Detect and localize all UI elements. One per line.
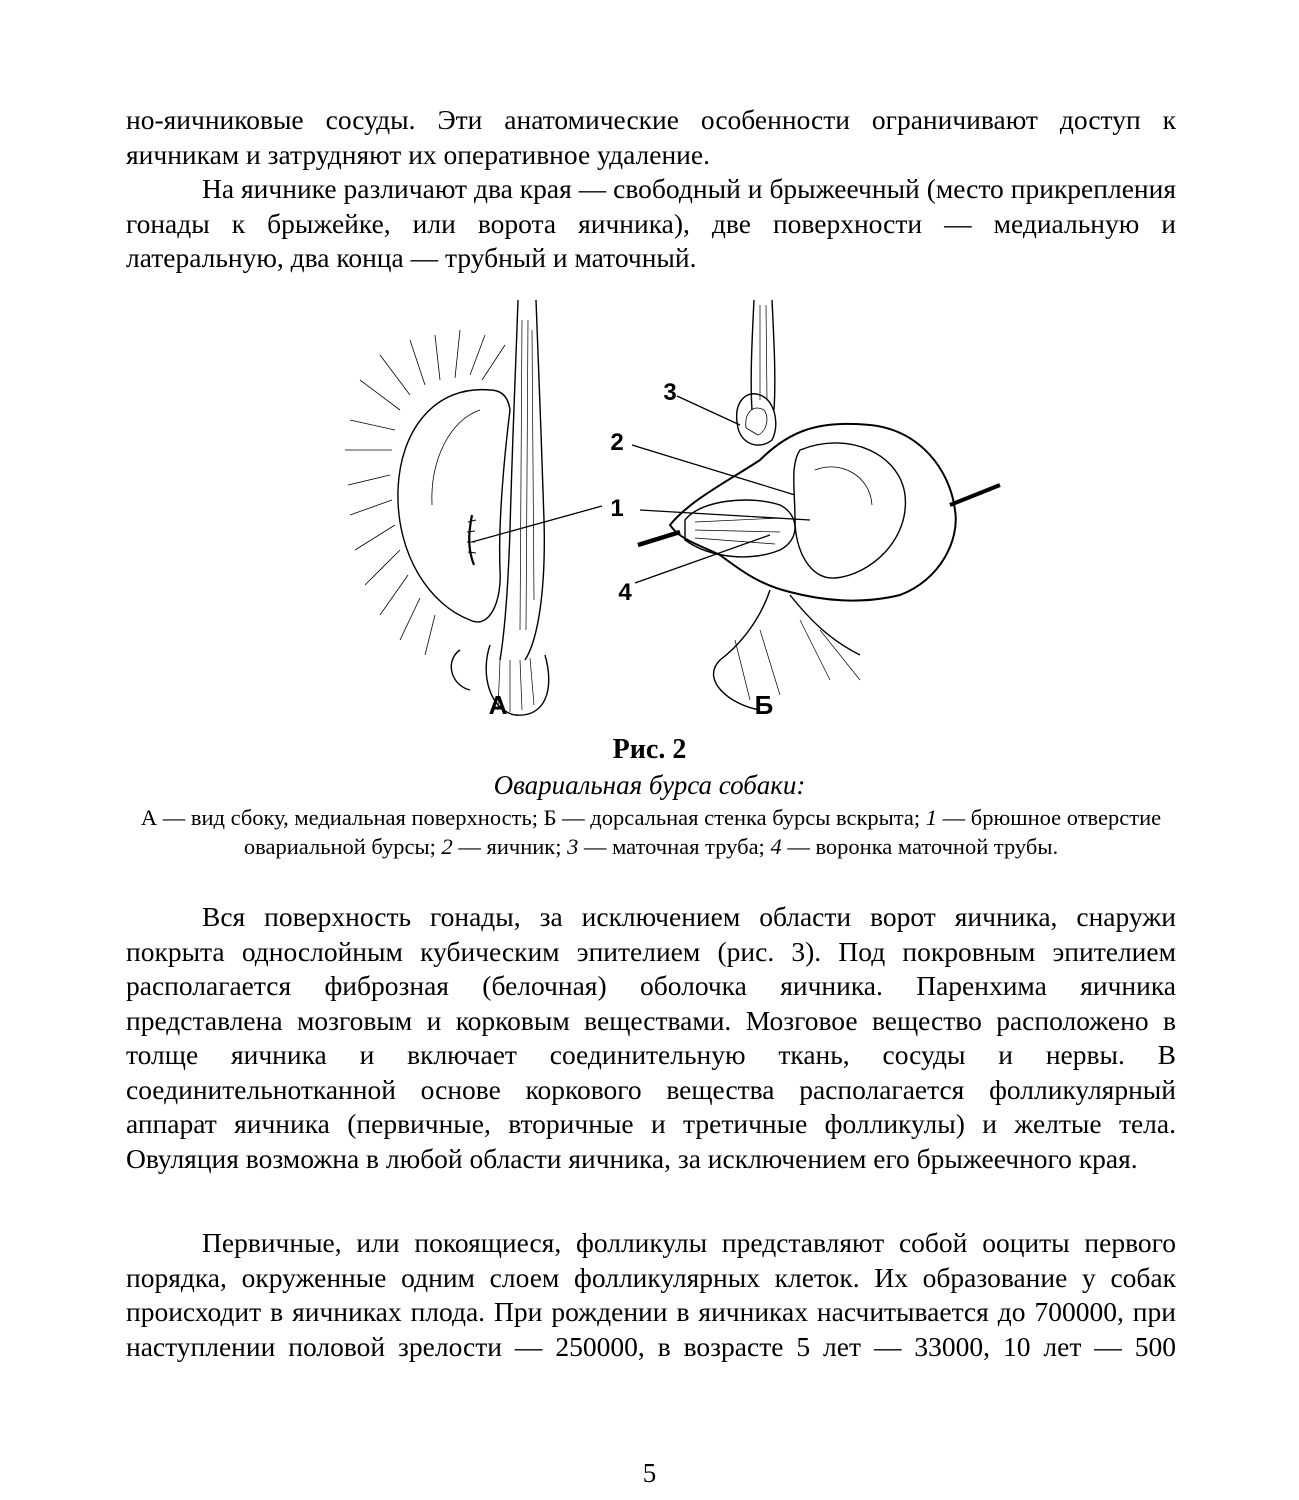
caption-part-1: — брюшное отверстие овариальной бурсы; — [243, 805, 1162, 859]
caption-num-2: 2 — [441, 834, 453, 859]
figure-label-3: 3 — [663, 379, 677, 406]
figure-label-2: 2 — [610, 429, 624, 456]
page-number: 5 — [642, 1458, 657, 1488]
paragraph-2-text: На яичнике различают два края — свободный и брыжеечный (место прикрепления гонады к брыжейке, или ворота яичника), две поверхности — медиальную и латеральную, два конца — трубный и маточный. — [126, 173, 1176, 273]
figure-panel-b-label: Б — [754, 690, 774, 720]
figure-caption-subtitle: Овариальная бурса собаки: — [493, 770, 806, 800]
paragraph-3-text: Вся поверхность гонады, за исключением области ворот яичника, снаружи покрыта однослойным кубическим эпителием (рис. 3). Под покровным эпителием располагается фиброзная (белочная) оболочка яичника. Паренхима яичника представлена мозговым и корковым веществами. Мозговое вещество расположено в толще яичника и включает соединительную ткань, сосуды и нервы. В соединительнотканной основе коркового вещества располагается фолликулярный аппарат яичника (первичные, вторичные и третичные фолликулы) и желтые тела. Овуляция возможна в любой области яичника, за исключением его брыжеечного края. — [126, 901, 1176, 1174]
figure-caption-title: Рис. 2 — [612, 734, 687, 765]
figure-label-1: 1 — [610, 495, 624, 522]
figure-panel-a-label: А — [488, 690, 508, 720]
ovarian-bursa-figure — [340, 300, 1020, 725]
paragraph-1: но-яичниковые сосуды. Эти анатомические особенности ограничивают доступ к яичникам и затрудняют их оперативное удаление. — [126, 104, 1176, 170]
figure-leader-lines — [472, 396, 810, 583]
paragraph-4 — [126, 1226, 1176, 1364]
figure-label-4: 4 — [618, 579, 632, 606]
paragraph-3 — [126, 900, 1176, 1176]
caption-part-3: — маточная труба; — [578, 834, 771, 859]
caption-part-2: — яичник; — [452, 834, 568, 859]
caption-part-a: А — вид сбоку, медиальная поверхность; Б — дорсальная стенка бурсы вскрыта; — [140, 805, 926, 830]
panel-b-drawing — [638, 300, 1000, 710]
figure-caption-description — [126, 803, 1176, 861]
paragraph-2 — [126, 172, 1176, 276]
caption-num-1: 1 — [925, 805, 938, 830]
paragraph-4-text: Первичные, или покоящиеся, фолликулы представляют собой ооциты первого порядка, окруженные одним слоем фолликулярных клеток. Их образование у собак происходит в яичниках плода. При рождении в яичниках насчитывается до 700000, при наступлении половой зрелости — 250000, в возрасте 5 лет — 33000, 10 лет — 500 — [126, 1227, 1176, 1362]
panel-a-drawing — [345, 300, 549, 715]
caption-num-4: 4 — [770, 834, 782, 859]
caption-part-4: — воронка маточной трубы. — [781, 834, 1059, 859]
caption-num-3: 3 — [567, 834, 579, 859]
